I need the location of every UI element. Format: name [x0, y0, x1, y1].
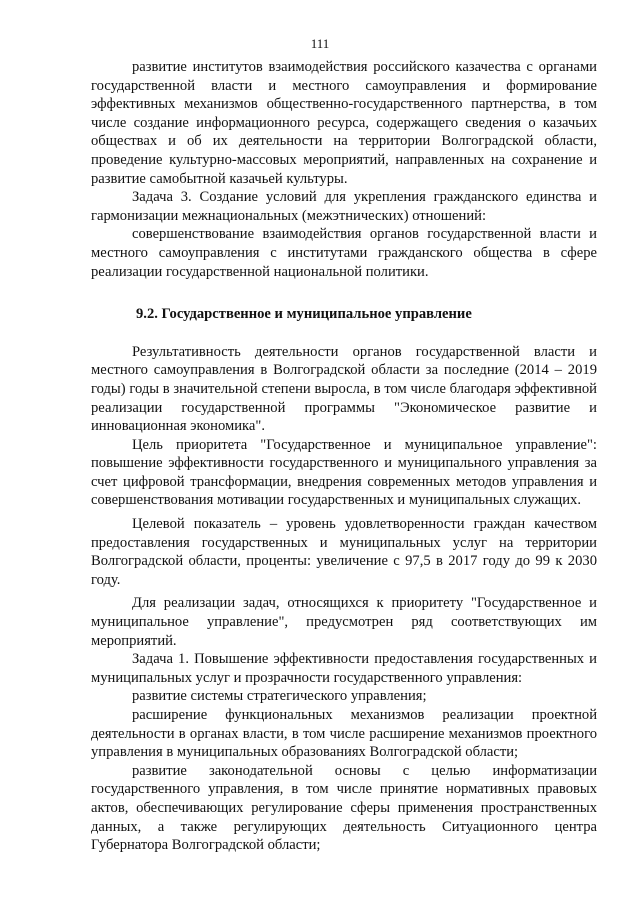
section-heading: 9.2. Государственное и муниципальное управление — [136, 306, 472, 323]
paragraph-cossack-development: развитие институтов взаимодействия российского казачества с органами государственной власти и местного самоуправления и формирование эффективных механизмов общественно-государственного партнерства, в том числе создание информационного ресурса, содержащего сведения о казачьих обществах и об их деятельности на территории Волгоградской области, проведение культурно-массовых мероприятий, направленных на сохранение и развитие самобытной казачьей культуры. — [91, 59, 597, 187]
paragraph-legislative-basis: развитие законодательной основы с целью информатизации государственного управления, в том числе принятие нормативных правовых актов, обеспечивающих регулирование сферы применения пространственных данных, а также регулирующих деятельность Ситуационного центра Губернатора Волгоградской области; — [91, 762, 597, 854]
paragraph-civil-society-interaction: совершенствование взаимодействия органов государственной власти и местного самоуправления с институтами гражданского общества в сфере реализации государственной национальной политики. — [91, 226, 597, 280]
paragraph-measures: Для реализации задач, относящихся к приоритету "Государственное и муниципальное управление", предусмотрен ряд соответствующих им мероприятий. — [91, 595, 597, 649]
paragraph-task-1: Задача 1. Повышение эффективности предоставления государственных и муниципальных услуг и прозрачности государственного управления: — [91, 651, 597, 686]
paragraph-target-indicator: Целевой показатель – уровень удовлетворенности граждан качеством предоставления государственных и муниципальных услуг на территории Волгоградской области, проценты: увеличение с 97,5 в 2017 году до 99 к 2030 году. — [91, 516, 597, 588]
page-number: 111 — [310, 36, 330, 51]
paragraph-task-3: Задача 3. Создание условий для укрепления гражданского единства и гармонизации межнациональных (межэтнических) отношений: — [91, 189, 597, 224]
paragraph-strategic-management: развитие системы стратегического управления; — [132, 688, 427, 705]
body-text — [91, 58, 597, 855]
paragraph-effectiveness: Результативность деятельности органов государственной власти и местного самоуправления в Волгоградской области за последние (2014 – 2019 годы) годы в значительной степени выросла, в том числе благодаря эффективной реализации государственной программы "Экономическое развитие и инновационная экономика". — [91, 343, 597, 435]
paragraph-priority-goal: Цель приоритета "Государственное и муниципальное управление": повышение эффективности государственного и муниципального управления за счет цифровой трансформации, внедрения современных методов управления и совершенствования мотивации государственных и муниципальных служащих. — [91, 436, 597, 509]
paragraph-project-management: расширение функциональных механизмов реализации проектной деятельности в органах власти, в том числе расширение механизмов проектного управления в муниципальных образованиях Волгоградской области; — [91, 707, 597, 761]
